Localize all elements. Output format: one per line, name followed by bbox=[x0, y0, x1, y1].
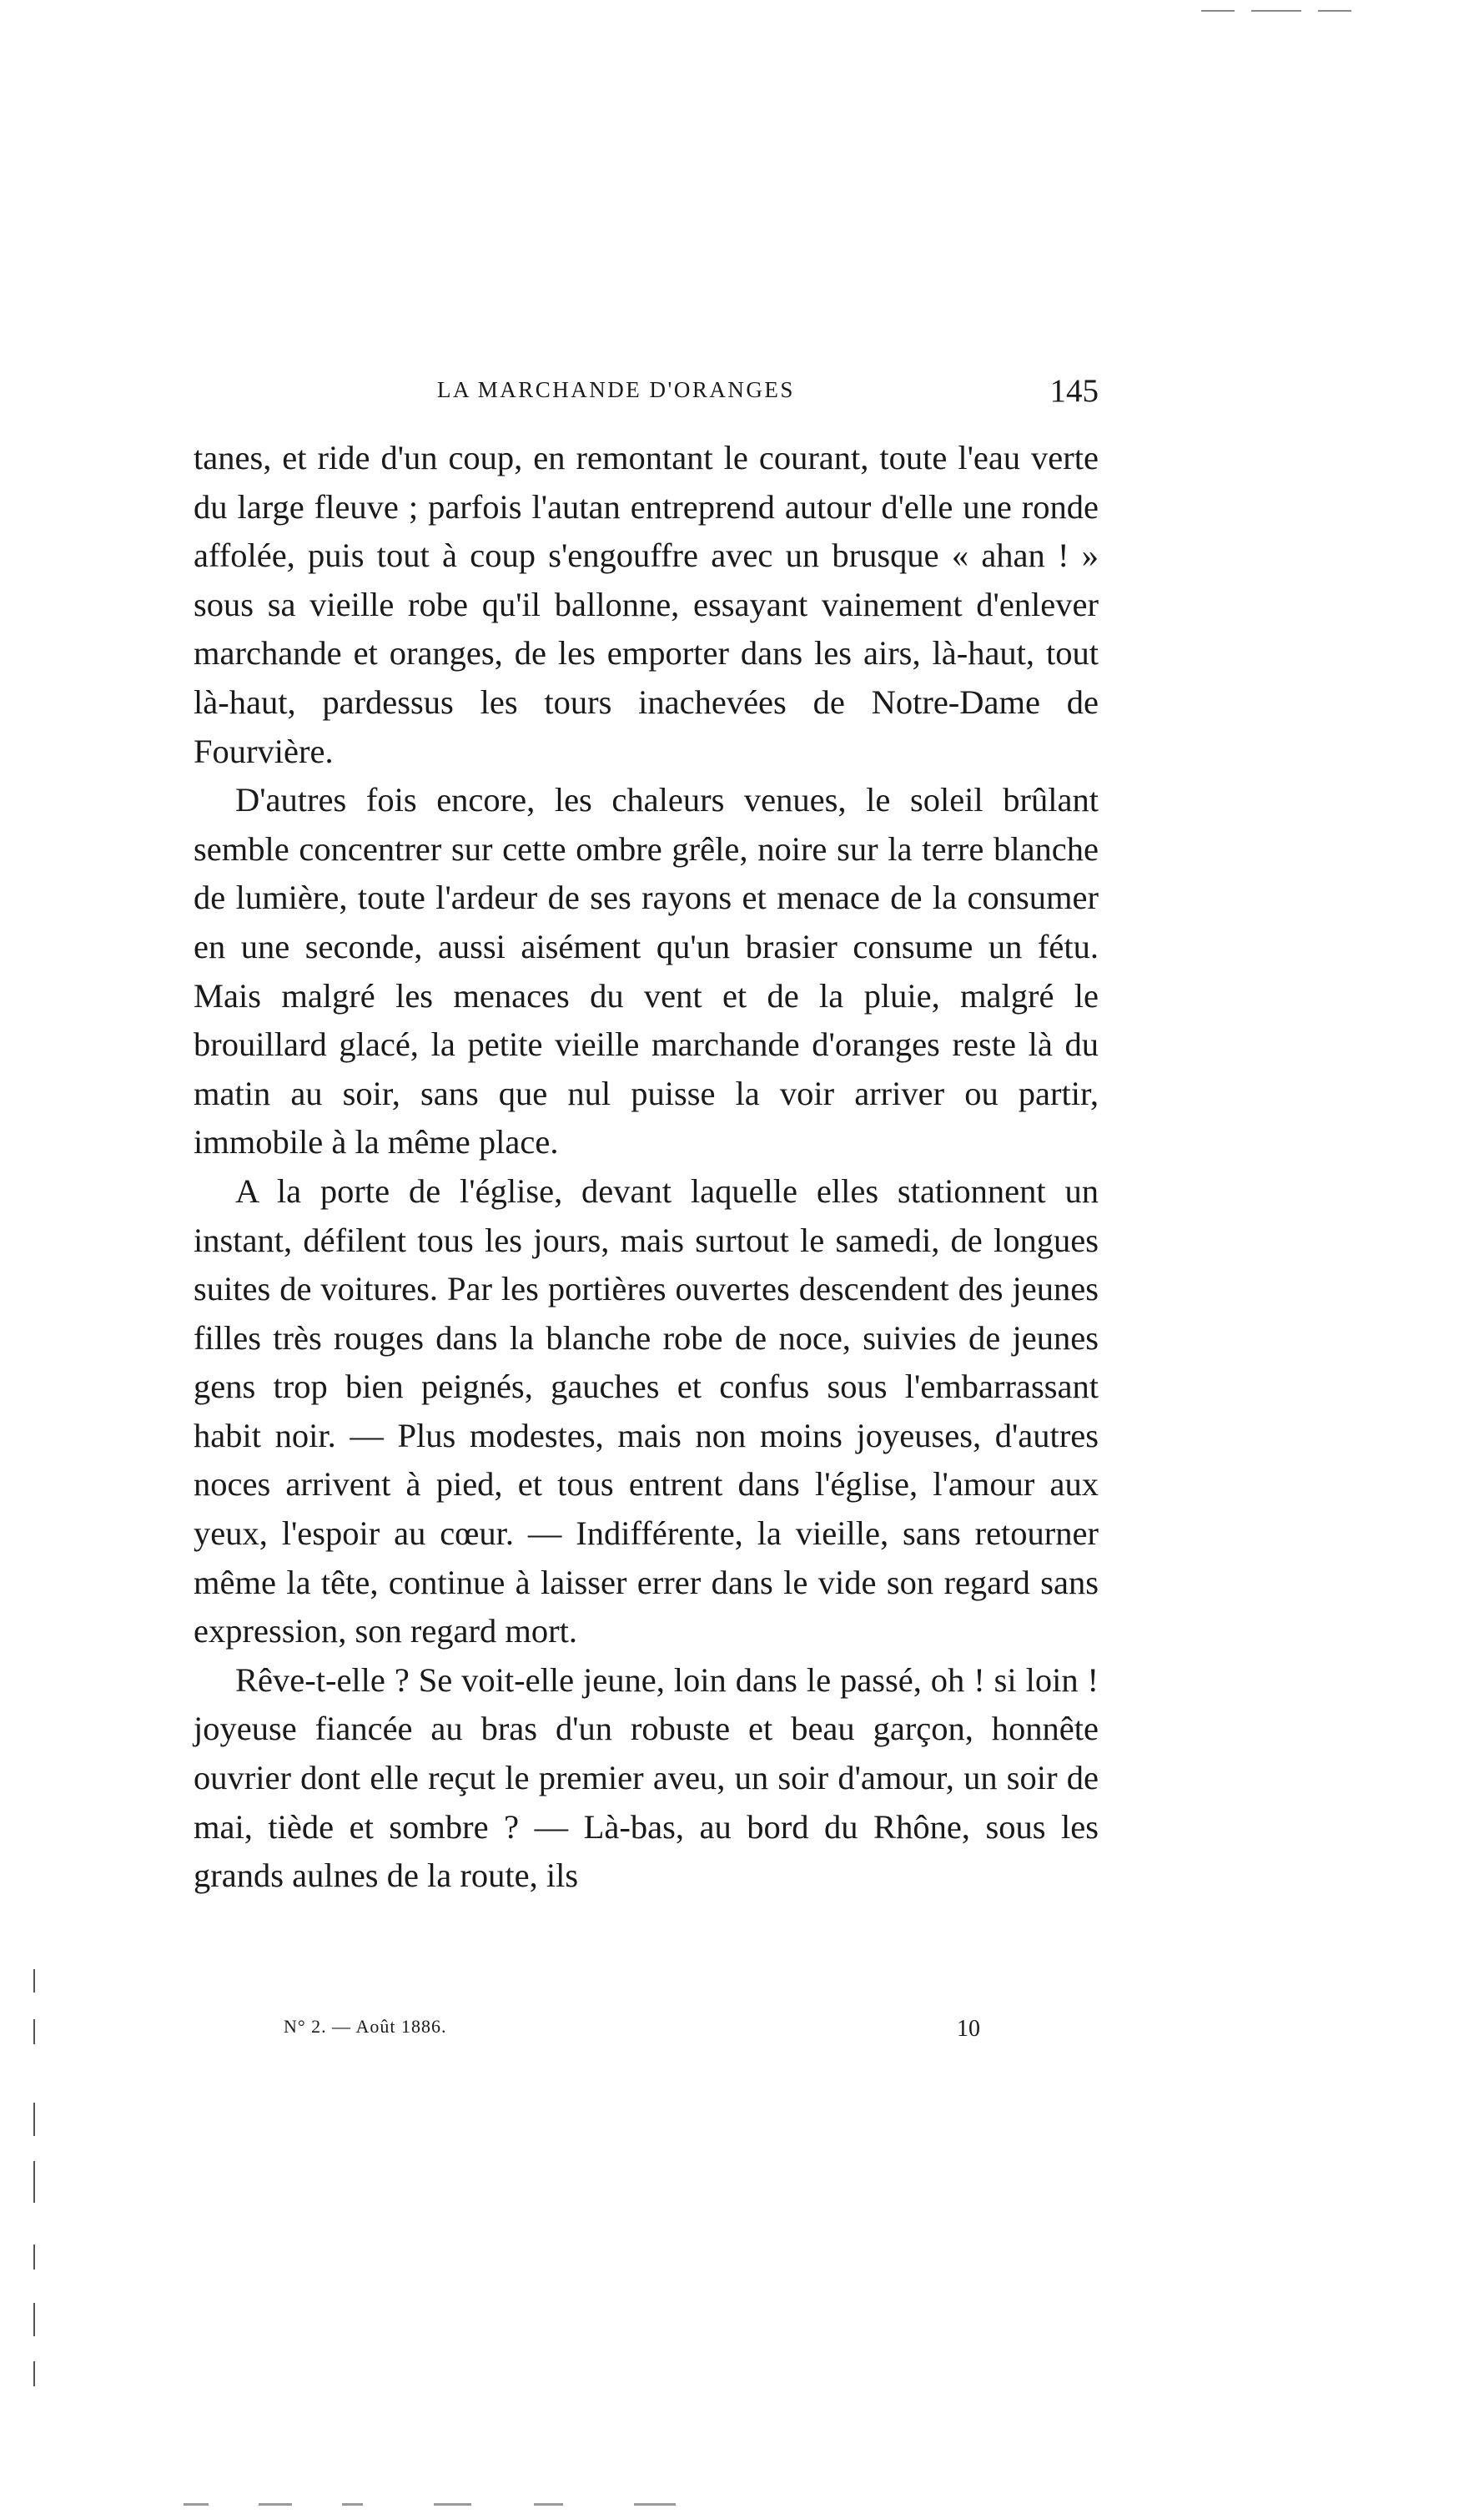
scan-speck bbox=[184, 2503, 209, 2506]
margin-scan-marks bbox=[33, 1969, 38, 2403]
scan-dash bbox=[1251, 10, 1301, 12]
page-number: 145 bbox=[1049, 373, 1099, 409]
signature-mark: 10 bbox=[957, 2016, 980, 2042]
printer-signature-line bbox=[194, 2016, 1099, 2049]
scan-mark bbox=[33, 2103, 35, 2136]
paragraph: D'autres fois encore, les chaleurs venues, le soleil brûlant semble concentrer sur cette ombre grêle, noire sur la terre blanche de lumière, toute l'ardeur de ses rayons et menace de la consumer en une seconde, aussi aisément qu'un brasier consume un fétu. Mais malgré les menaces du vent et de la pluie, malgré le brouillard glacé, la petite vieille marchande d'oranges reste là du matin au soir, sans que nul puisse la voir arriver ou partir, immobile à la même place. bbox=[194, 781, 1099, 1161]
scan-mark bbox=[33, 2019, 35, 2044]
scan-speck bbox=[434, 2503, 471, 2506]
paragraph: Rêve-t-elle ? Se voit-elle jeune, loin dans le passé, oh ! si loin ! joyeuse fiancée au bras d'un robuste et beau garçon, honnête ouvrier dont elle reçut le premier aveu, un soir d'amour, un soir de mai, tiède et sombre ? — Là-bas, au bord du Rhône, sous les grands aulnes de la route, ils bbox=[194, 1660, 1099, 1895]
issue-signature: N° 2. — Août 1886. bbox=[284, 2016, 447, 2037]
running-head bbox=[194, 373, 1099, 419]
scan-dash bbox=[1318, 10, 1351, 12]
scan-dash bbox=[1201, 10, 1235, 12]
body-text bbox=[194, 434, 1099, 1901]
scan-mark bbox=[33, 2303, 35, 2336]
scan-mark bbox=[33, 2161, 35, 2203]
scan-mark bbox=[33, 2244, 35, 2270]
scan-speck bbox=[534, 2503, 563, 2506]
paragraph: A la porte de l'église, devant laquelle elles stationnent un instant, défilent tous les jours, mais surtout le samedi, de longues suites de voitures. Par les portières ouvertes descendent des jeunes filles très rouges dans la blanche robe de noce, suivies de jeunes gens trop bien peignés, gauches et confus sous l'embarrassant habit noir. — Plus modestes, mais non moins joyeuses, d'autres noces arrivent à pied, et tous entrent dans l'église, l'amour aux yeux, l'espoir au cœur. — Indifférente, la vieille, sans retourner même la tête, continue à laisser errer dans le vide son regard sans expression, son regard mort. bbox=[194, 1171, 1099, 1650]
paragraph: tanes, et ride d'un coup, en remontant le courant, toute l'eau verte du large fleuve ; parfois l'autan entreprend autour d'elle une ronde affolée, puis tout à coup s'engouffre avec un brusque « ahan ! » sous sa vieille robe qu'il ballonne, essayant vainement d'enlever marchande et oranges, de les emporter dans les airs, là-haut, tout là-haut, pardessus les tours inachevées de Notre-Dame de Fourvière. bbox=[194, 439, 1099, 770]
scan-speck bbox=[634, 2503, 676, 2506]
scan-mark bbox=[33, 2361, 35, 2386]
bottom-scan-speckles bbox=[184, 2503, 1185, 2506]
scan-speck bbox=[259, 2503, 292, 2506]
scan-mark bbox=[33, 1969, 35, 1993]
running-title: LA MARCHANDE D'ORANGES bbox=[437, 377, 795, 402]
scan-speck bbox=[342, 2503, 363, 2506]
